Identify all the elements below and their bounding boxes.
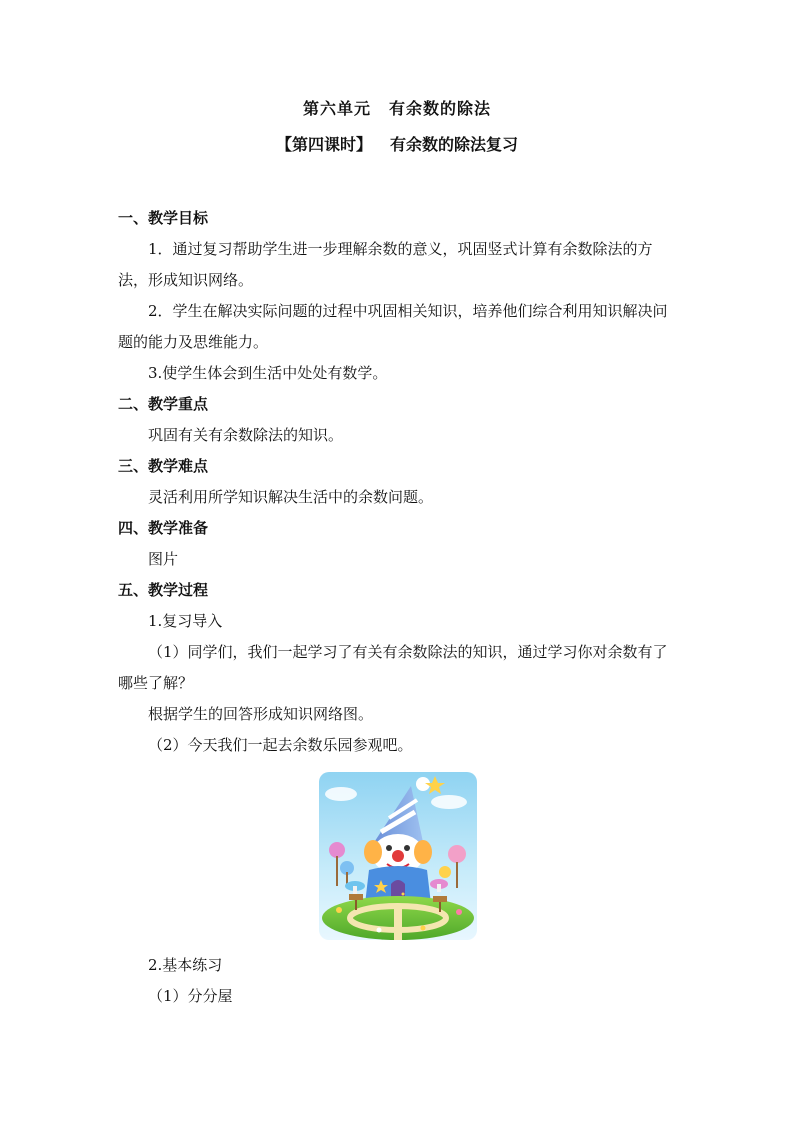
document-body	[118, 203, 678, 761]
paragraph: 1．通过复习帮助学生进一步理解余数的意义，巩固竖式计算有余数除法的方法，形成知识网络。	[118, 240, 653, 289]
paragraph: （2）今天我们一起去余数乐园参观吧。	[148, 736, 413, 754]
section-heading: 一、教学目标	[118, 209, 209, 227]
paragraph: 2．学生在解决实际问题的过程中巩固相关知识，培养他们综合利用知识解决问题的能力及思维能力。	[118, 302, 668, 351]
paragraph: 根据学生的回答形成知识网络图。	[148, 705, 374, 723]
paragraph: 巩固有关有余数除法的知识。	[148, 426, 344, 444]
section-heading: 二、教学重点	[118, 395, 209, 413]
step-label: 1.复习导入	[148, 612, 223, 630]
unit-title	[0, 96, 794, 119]
step-label: 2.基本练习	[148, 956, 223, 974]
section-heading: 三、教学难点	[118, 457, 209, 475]
paragraph: 图片	[148, 550, 179, 568]
paragraph: 灵活利用所学知识解决生活中的余数问题。	[148, 488, 434, 506]
paragraph: （1）同学们，我们一起学习了有关有余数除法的知识，通过学习你对余数有了哪些了解？	[118, 643, 668, 692]
unit-name: 有余数的除法	[389, 99, 492, 118]
paragraph: 3.使学生体会到生活中处处有数学。	[148, 364, 388, 382]
unit-number: 第六单元	[302, 99, 371, 118]
document-body-continued	[118, 950, 678, 1012]
remainder-park-illustration	[319, 772, 477, 940]
paragraph: （1）分分屋	[148, 987, 233, 1005]
section-heading: 五、教学过程	[118, 581, 209, 599]
lesson-name: 有余数的除法复习	[390, 135, 519, 154]
lesson-number: 【第四课时】	[275, 135, 372, 154]
section-heading: 四、教学准备	[118, 519, 209, 537]
lesson-title	[0, 132, 794, 155]
